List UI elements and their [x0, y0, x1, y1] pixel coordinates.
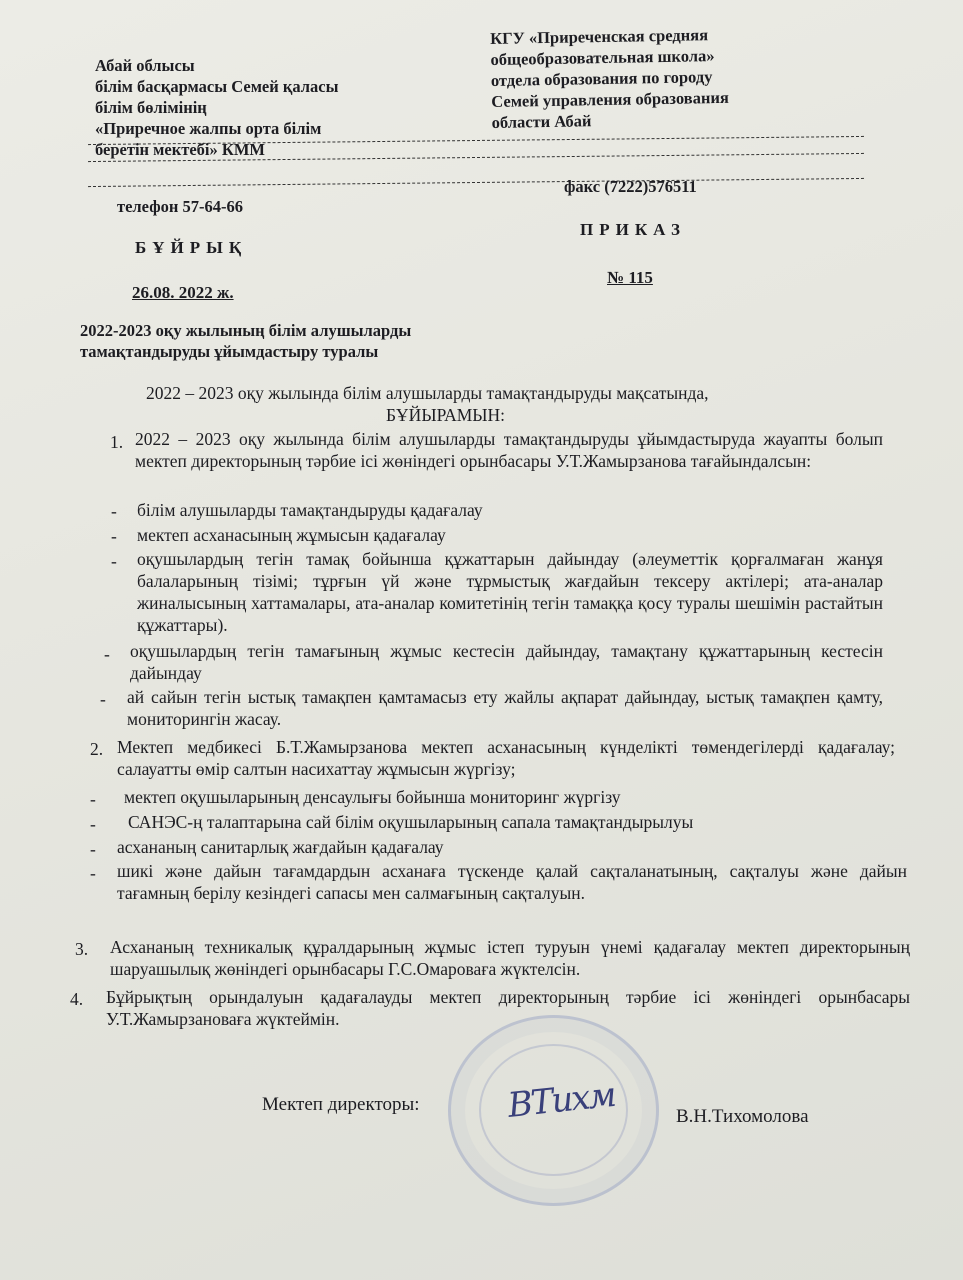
bullet-item: оқушылардың тегін тамағының жұмыс кестесін дайындау, тамақтану құжаттарының кестесін дайындау [130, 641, 883, 683]
bullet-item: білім алушыларды тамақтандыруды қадағалау [137, 500, 483, 520]
director-name: В.Н.Тихомолова [676, 1106, 809, 1127]
bullet-item: САНЭС-ң талаптарына сай білім оқушыларының сапала тамақтандырылуы [128, 812, 694, 832]
bullet-dash: - [90, 863, 96, 883]
subject-line: 2022-2023 оқу жылының білім алушыларды [80, 321, 412, 340]
bullet-item: оқушылардың тегін тамақ бойынша құжаттарын дайындау (әлеуметтік қорғалмаған жанұя балаларының тізімі; тұрғын үй және тұрмыстық жағдайын тексеру актілері; ата-аналар жиналысының хаттамалары, ата-аналар комитетінің тегін тамаққа қосу туралы шешімін растайтын құжаттары). [137, 549, 883, 635]
header-right [490, 22, 822, 133]
item-paragraph: 2022 – 2023 оқу жылында білім алушыларды тамақтандыруды ұйымдастыруда жауапты болып мектеп директорының тәрбие ісі жөніндегі орынбасары У.Т.Жамырзанова тағайындалсын: [135, 429, 883, 471]
fax-number: факс (7222)576511 [564, 177, 697, 196]
item-paragraph: Бұйрықтың орындалуын қадағалауды мектеп директорының тәрбие ісі жөніндегі орынбасары У.Т.Жамырзановаға жүктеймін. [106, 987, 910, 1029]
bullet-dash: - [90, 789, 96, 809]
item-number: 2. [90, 739, 104, 759]
header-right-line: области Абай [491, 111, 592, 132]
divider-line [88, 178, 864, 187]
header-left-line: беретін мектебі» КММ [95, 140, 265, 159]
bullet-item: шикі және дайын тағамдардын асханаға түскенде қалай сақталанатының, сақталуы және дайын тағамның берілу кезіндегі сапасы мен салмағының сақталуын. [117, 861, 907, 903]
bullet-item: ай сайын тегін ыстық тамақпен қамтамасыз ету жайлы ақпарат дайындау, ыстық тамақпен қамту, мониторингін жасау. [127, 687, 883, 729]
header-right-line: отдела образования по городу [490, 67, 713, 90]
order-date: 26.08. 2022 ж. [132, 283, 234, 302]
item-number: 1. [110, 432, 124, 452]
bullet-dash: - [111, 526, 117, 546]
header-right-line: общеобразовательная школа» [490, 46, 715, 69]
item-paragraph: Асхананың техникалық құралдарының жұмыс істеп туруын үнемі қадағалау мектеп директорының шаруашылық жөніндегі орынбасары Г.С.Омароваға жүктелсін. [110, 937, 910, 979]
order-title-ru: ПРИКАЗ [580, 220, 686, 239]
item-number: 3. [75, 939, 89, 959]
phone-number: телефон 57-64-66 [117, 197, 243, 216]
bullet-dash: - [111, 551, 117, 571]
bullet-dash: - [100, 689, 106, 709]
bullet-dash: - [90, 839, 96, 859]
header-left-line: білім бөлімінің [95, 98, 207, 117]
order-directive: БҰЙЫРАМЫН: [386, 405, 506, 425]
order-title-kz: БҰЙРЫҚ [135, 238, 248, 257]
handwritten-signature: ВТихм [505, 1074, 617, 1126]
bullet-item: асхананың санитарлық жағдайын қадағалау [117, 837, 444, 857]
bullet-item: мектеп асханасының жұмысын қадағалау [137, 525, 446, 545]
order-number: № 115 [607, 268, 653, 287]
bullet-dash: - [90, 814, 96, 834]
intro-line: 2022 – 2023 оқу жылында білім алушыларды тамақтандыруды мақсатында, [146, 383, 709, 403]
header-right-line: КГУ «Приреченская средняя [490, 25, 709, 48]
signature-title: Мектеп директоры: [262, 1094, 420, 1115]
item-paragraph: Мектеп медбикесі Б.Т.Жамырзанова мектеп асханасының күнделікті төмендегілерді қадағалау; салауатты өмір салтын насихаттау жұмысын жүргізу; [117, 737, 895, 779]
order-subject [80, 320, 500, 362]
bullet-dash: - [104, 644, 110, 664]
header-right-line: Семей управления образования [491, 87, 729, 111]
header-left-line: Абай облысы [95, 56, 195, 75]
header-left-line: білім басқармасы Семей қаласы [95, 77, 339, 96]
bullet-dash: - [111, 501, 117, 521]
item-number: 4. [70, 989, 84, 1009]
header-left-line: «Приречное жалпы орта білім [95, 119, 322, 138]
subject-line: тамақтандыруды ұйымдастыру туралы [80, 342, 379, 361]
bullet-item: мектеп оқушыларының денсаулығы бойынша мониторинг жүргізу [124, 787, 621, 807]
